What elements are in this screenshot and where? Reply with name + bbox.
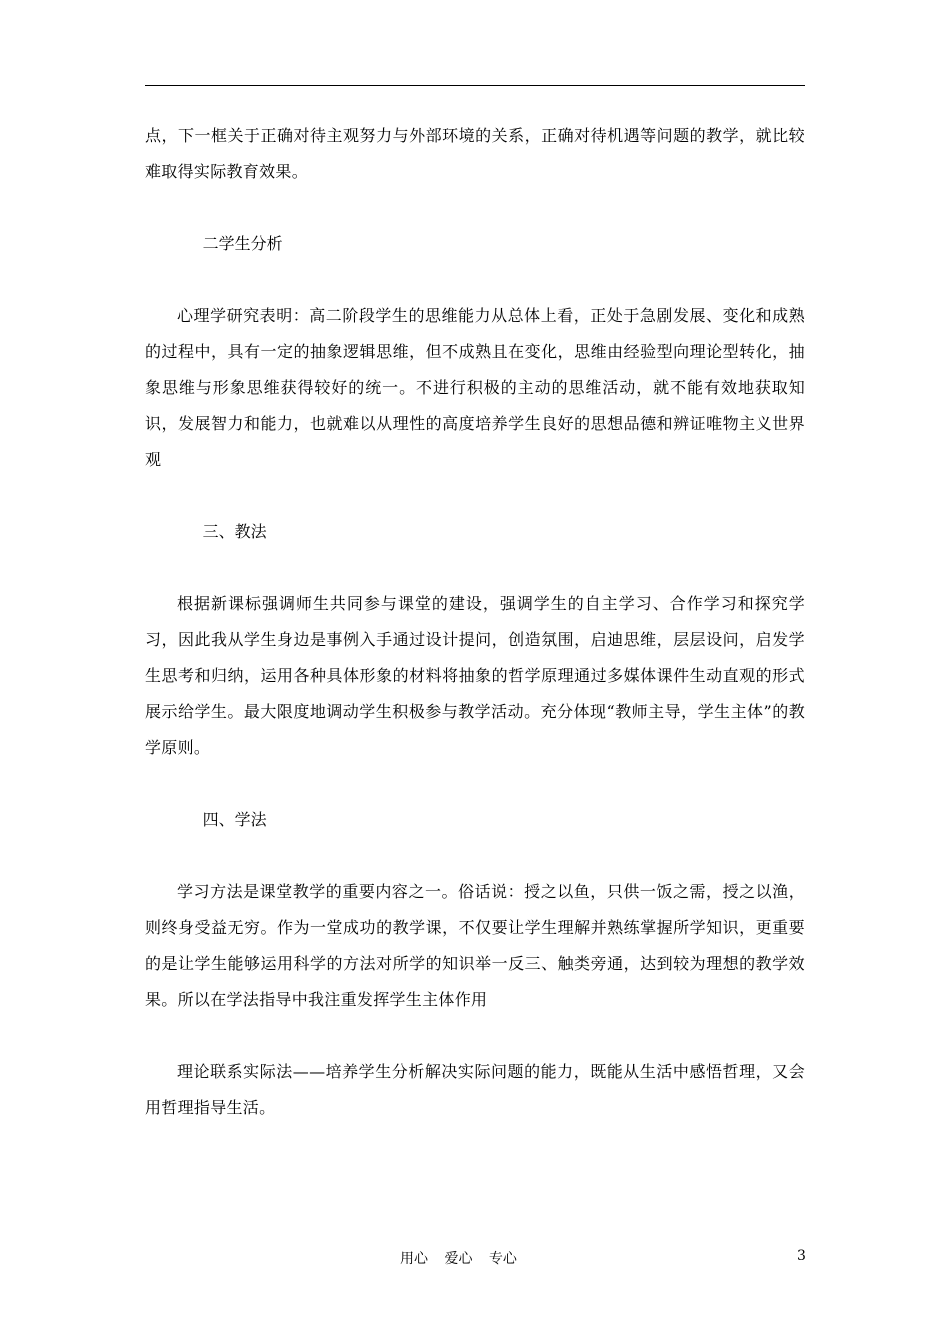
paragraph-student-analysis: 心理学研究表明：高二阶段学生的思维能力从总体上看，正处于急剧发展、变化和成熟的过程中，具有一定的抽象逻辑思维，但不成熟且在变化，思维由经验型向理论型转化，抽象思维与形象思维获得较好的统一。不进行积极的主动的思维活动，就不能有效地获取知识，发展智力和能力，也就难以从理性的高度培养学生良好的思想品德和辨证唯物主义世界观 [145, 306, 805, 469]
page-number: 3 [797, 1248, 806, 1264]
section-heading-student-analysis: 二学生分析 [202, 234, 283, 253]
paragraph-theory-practice: 理论联系实际法——培养学生分析解决实际问题的能力，既能从生活中感悟哲理，又会用哲理指导生活。 [145, 1062, 805, 1117]
paragraph-teaching-method: 根据新课标强调师生共同参与课堂的建设，强调学生的自主学习、合作学习和探究学习，因此我从学生身边是事例入手通过设计提问，创造氛围，启迪思维，层层设问，启发学生思考和归纳，运用各种具体形象的材料将抽象的哲学原理通过多媒体课件生动直观的形式展示给学生。最大限度地调动学生积极参与教学活动。充分体现“教师主导，学生主体”的教学原则。 [145, 594, 805, 757]
page-footer [0, 1248, 950, 1272]
section-heading-teaching-method: 三、教法 [202, 522, 267, 541]
footer-motto: 用心 爱心 专心 [400, 1251, 517, 1267]
section-heading-learning-method: 四、学法 [202, 810, 267, 829]
paragraph-learning-method: 学习方法是课堂教学的重要内容之一。俗话说：授之以鱼，只供一饭之需，授之以渔，则终身受益无穷。作为一堂成功的教学课，不仅要让学生理解并熟练掌握所学知识，更重要的是让学生能够运用科学的方法对所学的知识举一反三、触类旁通，达到较为理想的教学效果。所以在学法指导中我注重发挥学生主体作用 [145, 882, 805, 1009]
paragraph-continuation: 点，下一框关于正确对待主观努力与外部环境的关系，正确对待机遇等问题的教学，就比较难取得实际教育效果。 [145, 126, 805, 181]
page-body [145, 118, 805, 1162]
header-rule [145, 85, 805, 86]
